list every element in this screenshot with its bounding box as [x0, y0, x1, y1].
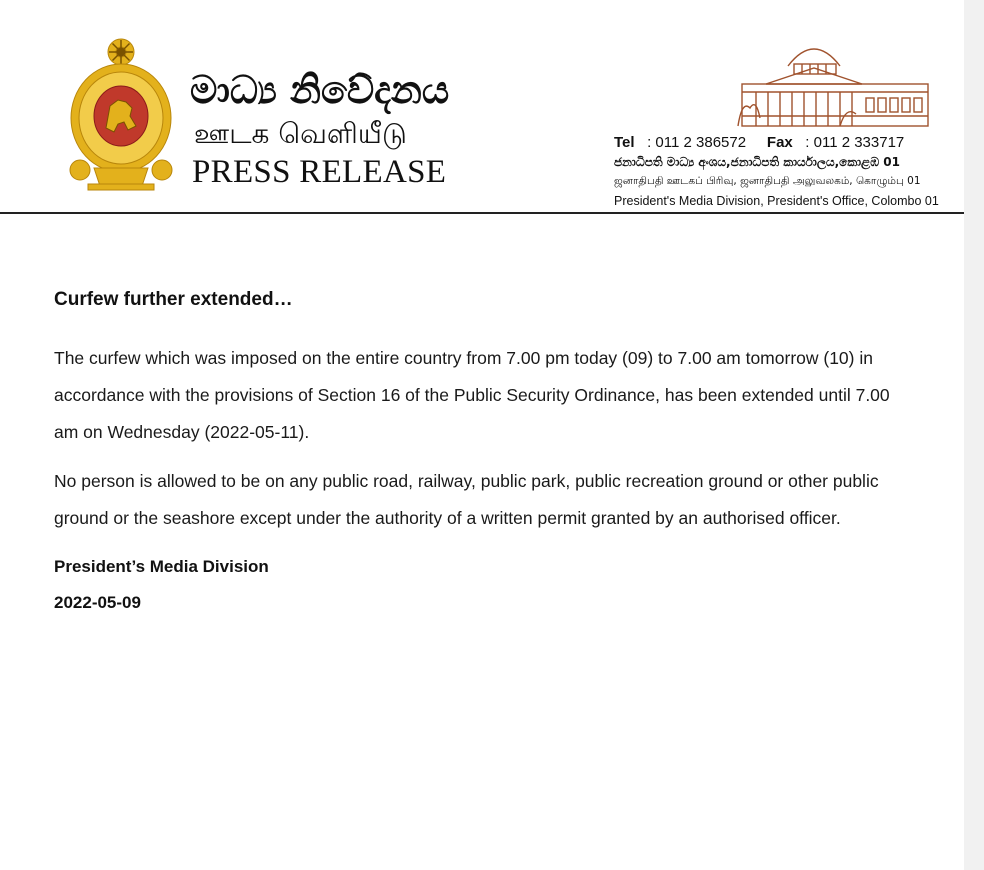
national-emblem-icon	[66, 36, 176, 192]
address-sinhala: ජනාධිපති මාධ්‍ය අංශය,ජනාධිපති කාර්යාලය,කොළඹ 01	[614, 155, 900, 169]
contact-phone-row	[614, 133, 944, 153]
release-paragraph-1: The curfew which was imposed on the entire country from 7.00 pm today (09) to 7.00 am tomorrow (10) in accordance with the provisions of Section 16 of the Public Security Ordinance, has been extended until 7.00 am on Wednesday (2022-05-11).	[54, 348, 890, 442]
press-release-body	[54, 284, 894, 621]
header-divider	[0, 212, 964, 214]
tel-value: : 011 2 386572	[647, 134, 747, 151]
address-tamil: ஜனாதிபதி ஊடகப் பிரிவு, ஜனாதிபதி அலுவலகம், கொழும்பு 01	[614, 175, 921, 187]
contact-block	[614, 133, 944, 211]
release-signature: President’s Media Division	[54, 557, 269, 576]
title-tamil: ஊடக வெளியீடு	[194, 117, 407, 150]
tel-label: Tel	[614, 134, 635, 151]
address-english: President's Media Division, President's Office, Colombo 01	[614, 194, 939, 208]
release-heading: Curfew further extended…	[54, 289, 293, 310]
fax-label: Fax	[766, 134, 793, 151]
title-english: PRESS RELEASE	[192, 154, 447, 190]
release-paragraph-2: No person is allowed to be on any public road, railway, public park, public recreation ground or other public ground or the seashore except under the authority of a written permit granted by an authorised officer.	[54, 471, 879, 528]
building-icon	[736, 28, 932, 128]
scrollbar-track[interactable]	[964, 0, 984, 870]
fax-value: : 011 2 333717	[805, 134, 905, 151]
title-sinhala: මාධ්‍ය නිවේදනය	[190, 68, 450, 112]
release-date: 2022-05-09	[54, 593, 141, 612]
